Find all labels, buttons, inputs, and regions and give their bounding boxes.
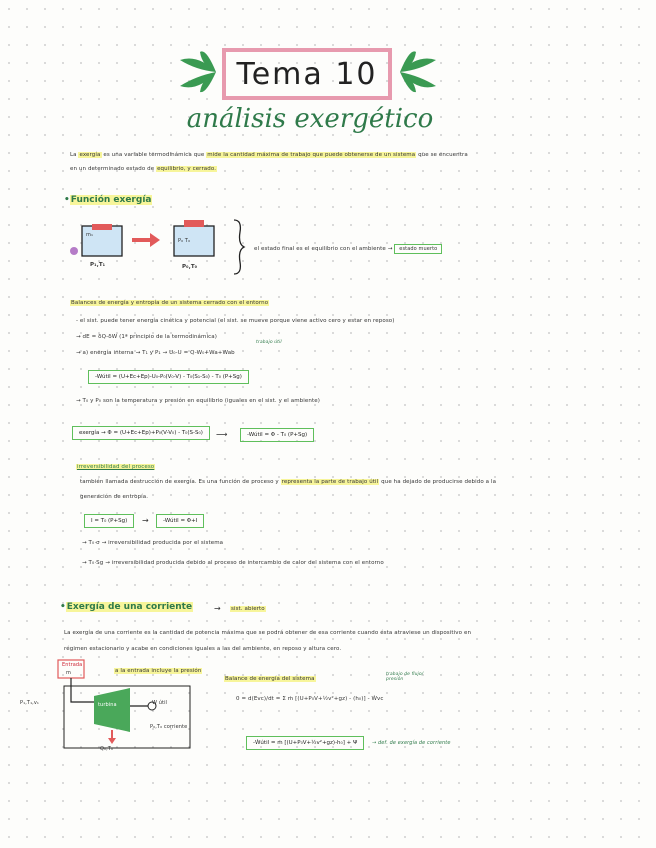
- irrev-text: también llamada destrucción de exergía. Es una función de proceso y: [80, 479, 281, 485]
- leaf-decoration-right-icon: [396, 48, 440, 96]
- valve-icon: [70, 247, 78, 255]
- section-heading-exergia-corriente: •Exergía de una corriente: [60, 602, 193, 612]
- formula-box-stream-exergy: -Ẇútil = ṁ [(U+P₀V+½v²+gz)-h₀] + Ψ: [246, 736, 364, 750]
- leaf-decoration-left-icon: [176, 48, 220, 96]
- inlet-sub-label: m: [66, 670, 71, 676]
- state-in-label: P₁,T₁,v₁: [20, 700, 40, 706]
- irrev-title: [76, 464, 155, 470]
- useful-work-label: W útil: [152, 700, 168, 706]
- stream-exergy-note: → def. de exergía de corriente: [372, 740, 451, 746]
- stream-balance-title: [224, 676, 316, 682]
- intro-highlight: exergía: [79, 152, 101, 158]
- section-arrow-icon: →: [214, 604, 221, 613]
- irrev-point-2: → T₀·Sg → irreversibilidad producida debido al proceso de intercambio de calor del sistema con el entorno: [82, 560, 384, 566]
- useful-work-note: trabajo útil: [256, 340, 282, 345]
- piston-final: [184, 220, 204, 227]
- state-final-label: P₀,T₀: [182, 264, 198, 270]
- formula-arrow-icon: ⟶: [216, 430, 228, 439]
- intro-highlight: mide la cantidad máxima de trabajo que puede obtenerse de un sistema: [207, 152, 416, 158]
- stream-exergy-note-text: def. de exergía de corriente: [377, 740, 451, 746]
- formula-box-exergy: exergía → Φ = (U+Ec+Ep)+P₀(V-V₀) - T₀(S-S₀): [72, 426, 210, 440]
- balance-title-text: Balances de energía y entropía de un sistema cerrado con el entorno: [71, 300, 269, 306]
- irrev-line-1: [80, 479, 496, 485]
- intro-highlight: equilibrio, y cerrado.: [157, 166, 217, 172]
- balance-bullet-2: → dE = δQ-δW (1ª principio de la termodinámica): [76, 334, 217, 340]
- stream-balance-title-text: Balance de energía del sistema: [225, 676, 315, 682]
- intro-text: en un determinado estado de: [70, 166, 157, 172]
- formula-box-irreversibility: I = T₀ (P+Sg): [84, 514, 134, 528]
- intro-text: es una variable termodinámica que: [101, 152, 207, 158]
- formula-box-work-exergy: -Wútil = Φ - T₀ (P+Sg): [240, 428, 314, 442]
- intro-text: que se encuentra: [416, 152, 468, 158]
- inlet-pipe: [71, 678, 94, 702]
- balance-bullet-4: → T₀ y P₀ son la temperatura y presión en equilibrio (iguales en el sist. y el ambiente): [76, 398, 320, 404]
- stream-balance-formula: 0 = d(Evc)/dt = Σ ṁ [(U+P₀V+½v²+gz) - (h₀)] - Ẇvc: [236, 696, 384, 702]
- intro-line-2: [70, 166, 217, 172]
- state-out-label: P₀,T₀ corriente: [150, 724, 188, 730]
- state-initial-top: m₁: [86, 232, 94, 238]
- inlet-note-text: a la entrada incluye la presión: [115, 668, 202, 674]
- page-subtitle: análisis exergético: [186, 104, 434, 134]
- state-final-top: P₀ T₀: [178, 238, 191, 244]
- irrev-highlight: representa la parte de trabajo útil: [281, 479, 379, 485]
- turbine-label: turbina: [98, 702, 117, 708]
- state-initial-label: P₁,T₁: [90, 262, 106, 268]
- turbine-icon: [94, 688, 130, 732]
- system-state-diagram: [66, 218, 246, 278]
- irrev-text: que ha dejado de producirse debido a la: [379, 479, 497, 485]
- intro-line-1: [70, 152, 468, 158]
- balance-bullet-3: → a) energía interna → T₁ y P₁ → U₀-U = Q-W₀+Wa+Wab: [76, 350, 235, 356]
- inlet-note: [114, 668, 202, 674]
- intro-text: La: [70, 152, 79, 158]
- title-box: [222, 48, 392, 100]
- open-system-tag: [230, 606, 266, 612]
- open-system-tag-text: sist. abierto: [231, 606, 265, 612]
- flow-work-note: trabajo de flujo/ presión: [386, 672, 424, 682]
- piston-initial: [92, 224, 112, 230]
- formula-box-work-irrev: -Wútil = Φ+I: [156, 514, 204, 528]
- brace-icon: [234, 220, 244, 274]
- irrev-title-text: irreversibilidad del proceso: [77, 464, 155, 470]
- brace-note: el estado final es el equilibrio con el ambiente → estado muerto: [254, 246, 442, 252]
- irrev-line-2: generación de entropía.: [80, 494, 149, 500]
- balance-bullet-1: - el sist. puede tener energía cinética y potencial (el sist. se mueve porque viene activo cero y estar en reposo): [76, 318, 395, 324]
- heat-label: Q₀,T₀: [100, 746, 114, 752]
- transition-arrow-head-icon: [150, 233, 160, 247]
- cylinder-initial: [82, 226, 122, 256]
- brace-note-text: el estado final es el equilibrio con el ambiente: [254, 246, 386, 252]
- stream-line-2: régimen estacionario y acabe en condiciones iguales a las del ambiente, en reposo y altura cero.: [64, 646, 342, 652]
- formula-arrow-icon: →: [142, 516, 149, 525]
- irrev-point-1: → T₀·σ → irreversibilidad producida por el sistema: [82, 540, 224, 546]
- section-heading-text: Exergía de una corriente: [66, 602, 193, 612]
- balance-title: [70, 300, 269, 306]
- inlet-label: Entrada: [62, 662, 83, 668]
- formula-box-useful-work: -Wútil = (U+Ec+Ep)-U₀-P₀(V₀-V) - T₀(S₁-S₀) - T₀ (P+Sg): [88, 370, 249, 384]
- heat-arrow-head-icon: [108, 738, 116, 744]
- section-heading-funcion-exergia: •Función exergía: [64, 195, 152, 205]
- stream-line-1: La exergía de una corriente es la cantidad de potencia máxima que se podrá obtener de esa corriente cuando ésta atraviese un dispositivo en: [64, 630, 472, 636]
- dead-state-box: estado muerto: [394, 244, 442, 254]
- page-title: Tema 10: [236, 56, 378, 92]
- section-heading-text: Función exergía: [70, 195, 152, 205]
